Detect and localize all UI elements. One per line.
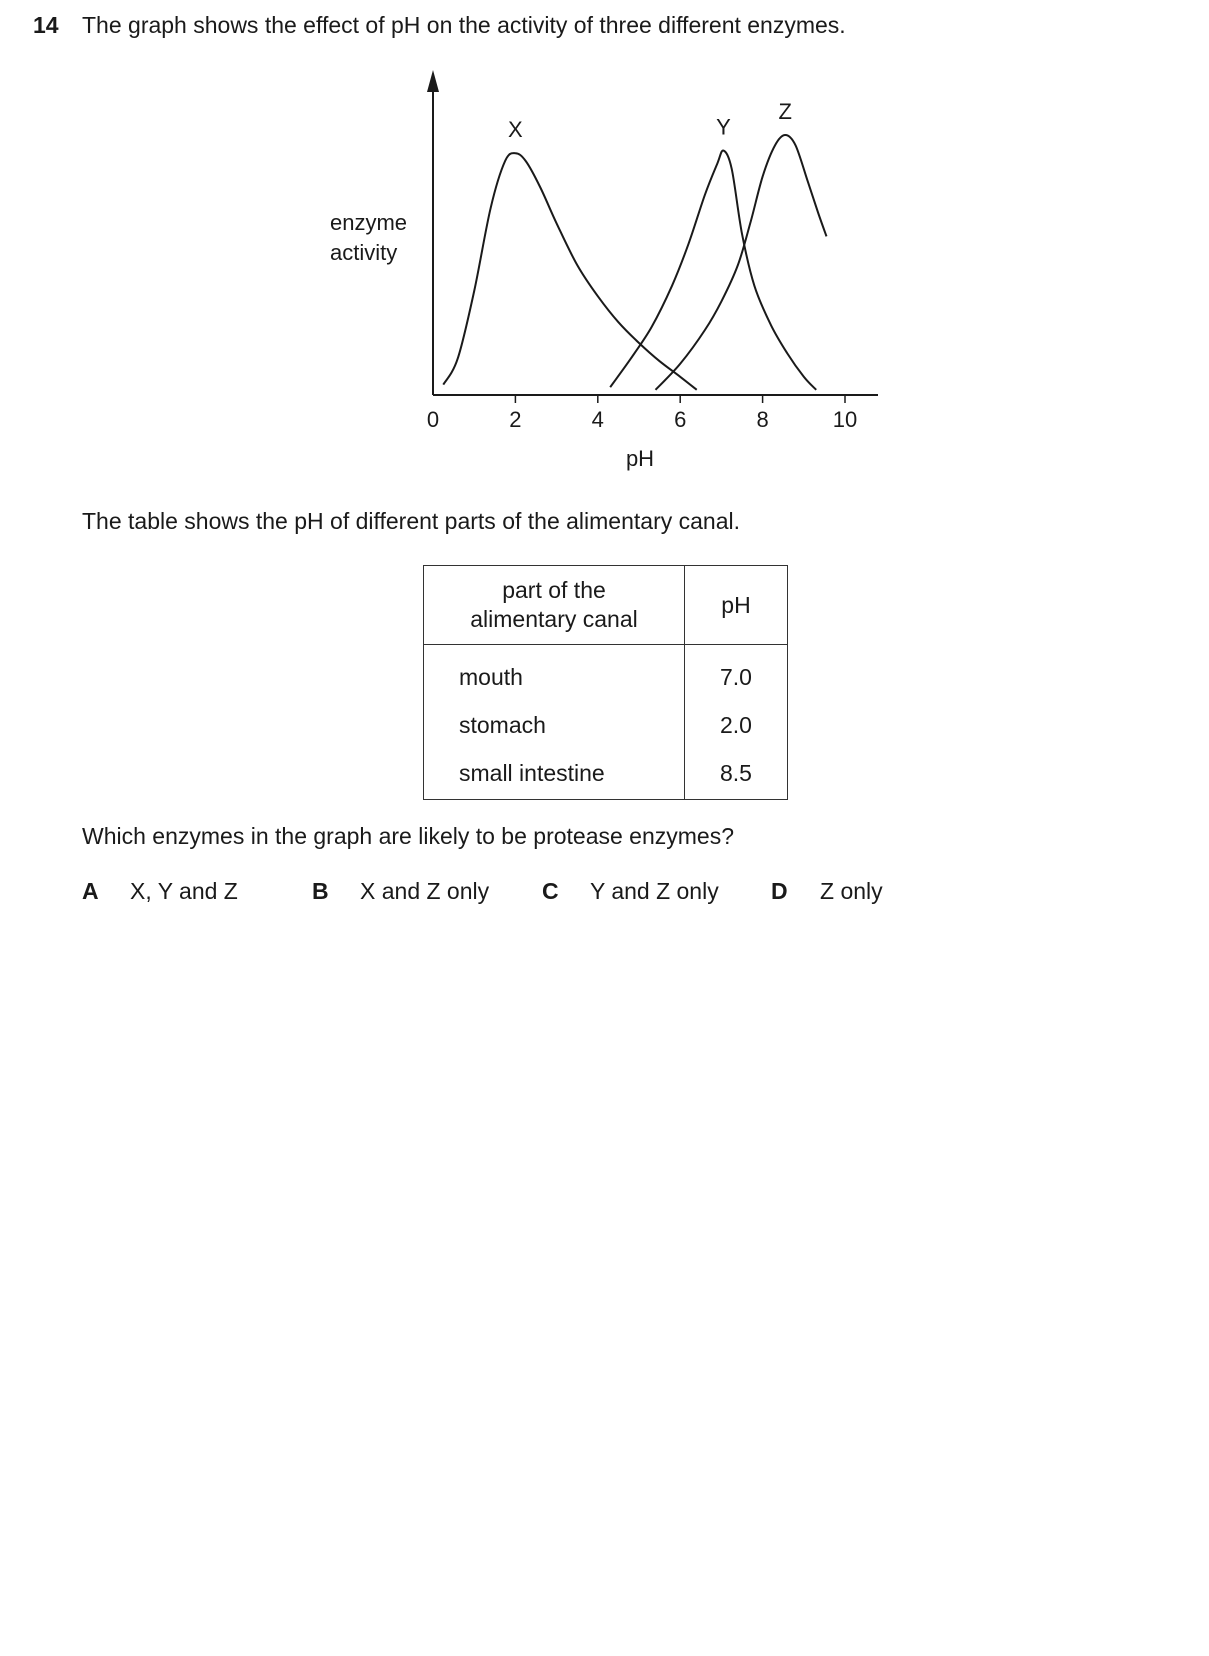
- cell-part-small-intestine: small intestine: [424, 749, 685, 800]
- x-axis-ticks: [427, 395, 857, 432]
- y-axis-title: [330, 210, 407, 265]
- x-tick-label-8: 8: [756, 407, 769, 432]
- x-tick-label-2: 2: [509, 407, 522, 432]
- series-label-y: Y: [716, 114, 731, 140]
- y-axis-title-line-2: activity: [330, 240, 398, 265]
- question-number: 14: [33, 12, 59, 38]
- series-line-x: [443, 153, 696, 390]
- option-a-letter[interactable]: A: [82, 878, 99, 904]
- x-axis-title: pH: [625, 446, 655, 471]
- option-c-text[interactable]: Y and Z only: [590, 878, 719, 904]
- x-tick-label-10: 10: [832, 407, 858, 432]
- x-tick-label-6: 6: [674, 407, 687, 432]
- series-line-y: [610, 151, 816, 390]
- option-d-letter[interactable]: D: [771, 878, 788, 904]
- question-stem: The graph shows the effect of pH on the activity of three different enzymes.: [82, 12, 846, 38]
- x-tick-label-4: 4: [591, 407, 604, 432]
- series-label-z: Z: [778, 99, 792, 124]
- cell-part-mouth: mouth: [424, 645, 685, 702]
- header-part-label: part of the alimentary canal: [470, 577, 638, 632]
- option-a-text[interactable]: X, Y and Z: [130, 878, 238, 904]
- enzyme-activity-chart: [0, 0, 1209, 480]
- x-tick-label-0: 0: [426, 407, 440, 432]
- y-axis-arrow-icon: [427, 70, 439, 92]
- y-axis-title-line-1: enzyme: [330, 210, 408, 235]
- option-b-letter[interactable]: B: [312, 878, 329, 904]
- table-row: [424, 645, 788, 702]
- series-label-x: X: [508, 117, 523, 143]
- option-d-text[interactable]: Z only: [820, 878, 883, 904]
- cell-part-stomach: stomach: [424, 701, 685, 749]
- option-c-letter[interactable]: C: [542, 878, 559, 904]
- table-intro: The table shows the pH of different parts of the alimentary canal.: [82, 508, 740, 534]
- header-ph: pH: [685, 566, 788, 645]
- table-row: [424, 749, 788, 800]
- header-part: [424, 566, 685, 645]
- table-row: [424, 701, 788, 749]
- cell-ph-mouth: 7.0: [685, 645, 788, 702]
- cell-ph-stomach: 2.0: [685, 701, 788, 749]
- question-prompt: Which enzymes in the graph are likely to be protease enzymes?: [82, 823, 734, 849]
- ph-table: [423, 565, 788, 800]
- option-b-text[interactable]: X and Z only: [360, 878, 490, 904]
- series-layer: [443, 99, 826, 390]
- cell-ph-small-intestine: 8.5: [685, 749, 788, 800]
- table-header-row: [424, 566, 788, 645]
